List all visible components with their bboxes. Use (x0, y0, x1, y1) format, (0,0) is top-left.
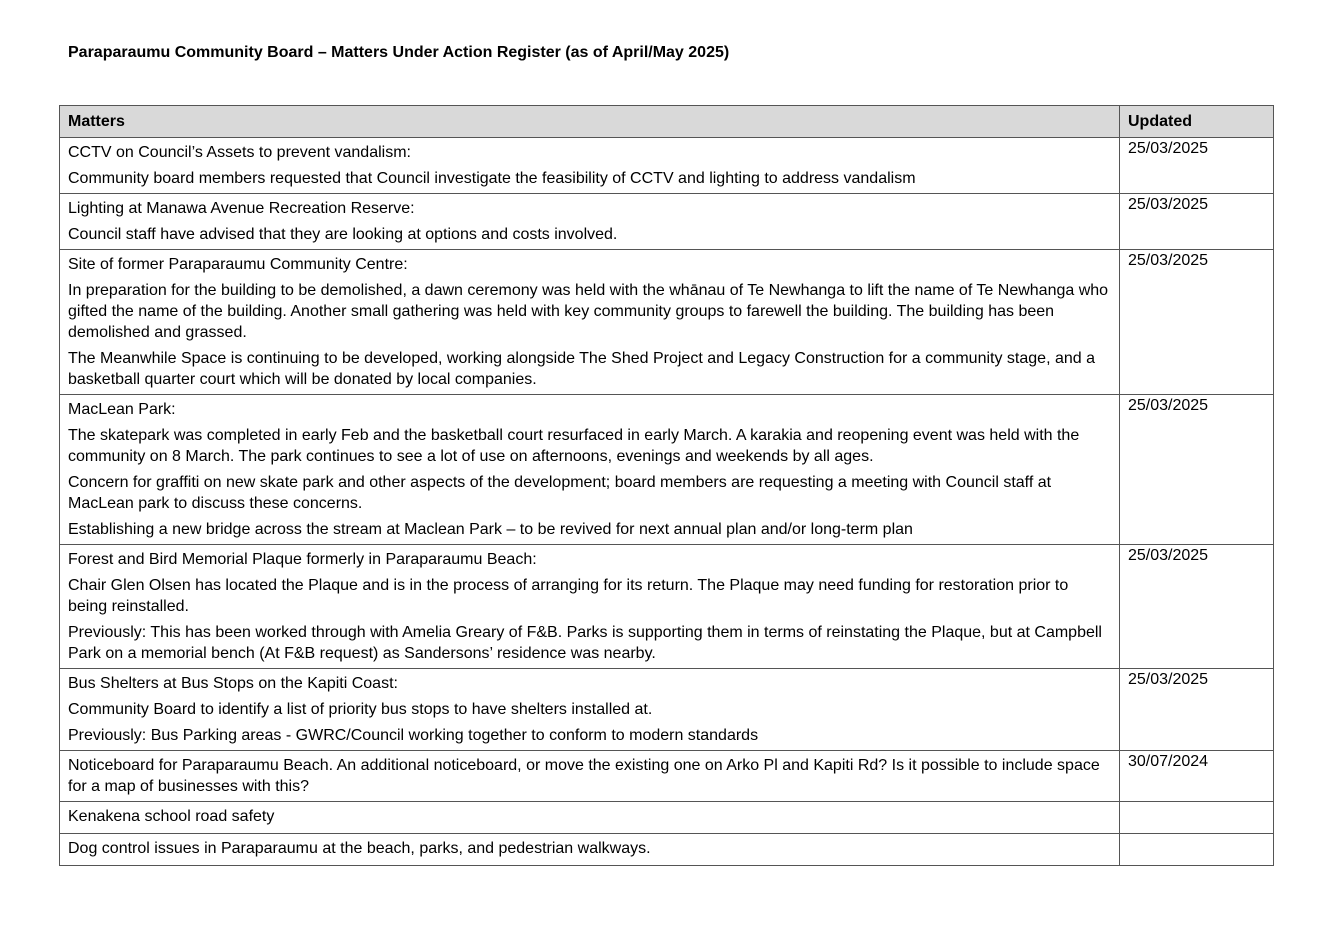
updated-cell (1120, 751, 1274, 802)
matter-heading: MacLean Park: (68, 401, 176, 418)
header-matters-label: Matters (68, 113, 125, 130)
updated-date: 25/03/2025 (1128, 196, 1209, 213)
matter-cell (60, 669, 1120, 751)
matter-cell (60, 395, 1120, 545)
matter-cell (60, 250, 1120, 395)
matter-paragraph: Concern for graffiti on new skate park and other aspects of the development; board members are requesting a meeting with Council staff at MacLean park to discuss these concerns. (68, 474, 1052, 512)
header-matters (60, 106, 1120, 138)
matter-paragraph: Previously: Bus Parking areas - GWRC/Council working together to conform to modern standards (68, 727, 759, 744)
updated-cell (1120, 669, 1274, 751)
table-row (60, 250, 1274, 395)
header-updated-label: Updated (1128, 113, 1192, 130)
matter-paragraph: The Meanwhile Space is continuing to be developed, working alongside The Shed Project and Legacy Construction for a community stage, and a basketball quarter court which will be donated by local companies. (68, 350, 1095, 388)
table-row (60, 751, 1274, 802)
matter-heading: Site of former Paraparaumu Community Centre: (68, 256, 408, 273)
matter-heading: Forest and Bird Memorial Plaque formerly in Paraparaumu Beach: (68, 551, 537, 568)
matter-heading: Lighting at Manawa Avenue Recreation Reserve: (68, 200, 415, 217)
matter-paragraph: In preparation for the building to be demolished, a dawn ceremony was held with the whānau of Te Newhanga to lift the name of Te Newhanga who gifted the name of the building. Another small gathering was held with key community groups to farewell the building. The building has been demolished and grassed. (68, 282, 1109, 341)
document-title: Paraparaumu Community Board – Matters Under Action Register (as of April/May 2025) (68, 44, 730, 61)
table-row (60, 669, 1274, 751)
matter-heading: Bus Shelters at Bus Stops on the Kapiti Coast: (68, 675, 398, 692)
matter-paragraph: Chair Glen Olsen has located the Plaque and is in the process of arranging for its return. The Plaque may need funding for restoration prior to being reinstalled. (68, 577, 1069, 615)
matter-paragraph: Previously: This has been worked through with Amelia Greary of F&B. Parks is supporting them in terms of reinstating the Plaque, but at Campbell Park on a memorial bench (At F&B request) as Sandersons’ residence was nearby. (68, 624, 1102, 662)
header-updated (1120, 106, 1274, 138)
updated-date: 25/03/2025 (1128, 671, 1209, 688)
matter-cell (60, 802, 1120, 834)
updated-date: 30/07/2024 (1128, 753, 1209, 770)
updated-date: 25/03/2025 (1128, 397, 1209, 414)
updated-date: 25/03/2025 (1128, 252, 1209, 269)
table-row (60, 834, 1274, 866)
updated-cell (1120, 802, 1274, 834)
matter-cell (60, 545, 1120, 669)
matter-paragraph: Community Board to identify a list of priority bus stops to have shelters installed at. (68, 701, 653, 718)
matter-paragraph: Dog control issues in Paraparaumu at the beach, parks, and pedestrian walkways. (68, 840, 651, 857)
updated-cell (1120, 250, 1274, 395)
table-row (60, 545, 1274, 669)
updated-cell (1120, 834, 1274, 866)
table-row (60, 138, 1274, 194)
matter-cell (60, 138, 1120, 194)
updated-cell (1120, 194, 1274, 250)
matter-cell (60, 834, 1120, 866)
table-row (60, 194, 1274, 250)
updated-cell (1120, 138, 1274, 194)
matter-paragraph: The skatepark was completed in early Feb and the basketball court resurfaced in early March. A karakia and reopening event was held with the community on 8 March. The park continues to see a lot of use on afternoons, evenings and weekends by all ages. (68, 427, 1080, 465)
matter-paragraph: Community board members requested that Council investigate the feasibility of CCTV and lighting to address vandalism (68, 170, 916, 187)
table-row (60, 395, 1274, 545)
table-header-row (60, 106, 1274, 138)
matter-heading: CCTV on Council’s Assets to prevent vandalism: (68, 144, 411, 161)
updated-cell (1120, 545, 1274, 669)
updated-date: 25/03/2025 (1128, 547, 1209, 564)
matter-cell (60, 751, 1120, 802)
matter-paragraph: Council staff have advised that they are looking at options and costs involved. (68, 226, 618, 243)
matter-paragraph: Establishing a new bridge across the stream at Maclean Park – to be revived for next annual plan and/or long-term plan (68, 521, 913, 538)
matter-paragraph: Noticeboard for Paraparaumu Beach. An additional noticeboard, or move the existing one on Arko Pl and Kapiti Rd? Is it possible to include space for a map of businesses with this? (68, 757, 1100, 795)
table-row (60, 802, 1274, 834)
updated-cell (1120, 395, 1274, 545)
matter-cell (60, 194, 1120, 250)
matter-paragraph: Kenakena school road safety (68, 808, 275, 825)
matters-register-table (59, 105, 1274, 866)
updated-date: 25/03/2025 (1128, 140, 1209, 157)
